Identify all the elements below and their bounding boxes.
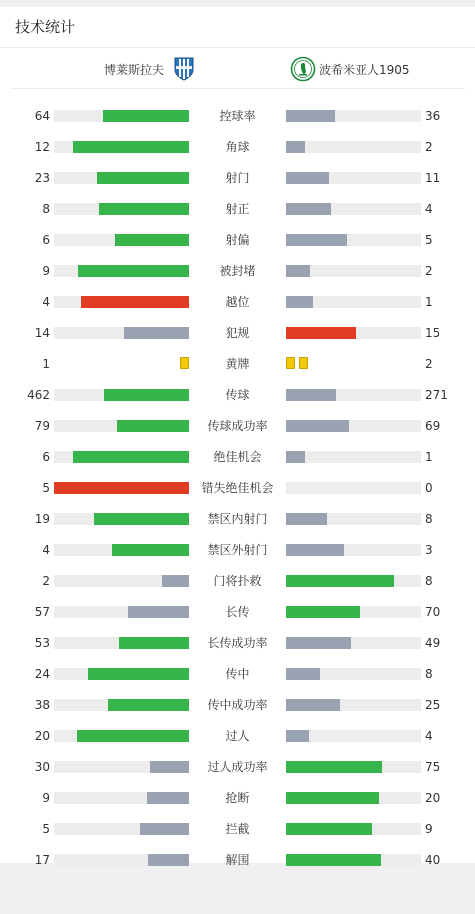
home-team-name: 博莱斯拉夫 [103,62,164,77]
stat-row [0,380,475,411]
stat-label: 射偏 [225,233,250,247]
home-bar-track [54,451,189,463]
away-bar-track [286,172,421,184]
stat-label: 错失绝佳机会 [201,481,274,495]
stat-row [0,597,475,628]
home-value: 4 [42,543,50,557]
away-bar-fill [286,513,327,525]
home-bar-fill [112,544,189,556]
home-value: 64 [34,109,50,123]
home-bar-track [54,761,189,773]
home-bar-fill [94,513,189,525]
away-value: 4 [425,729,433,743]
stat-label: 被封堵 [219,264,256,278]
home-value: 57 [34,605,50,619]
home-bar-fill [115,234,189,246]
stat-label: 过人 [225,729,250,743]
home-bar-track [54,575,189,587]
away-value: 8 [425,512,433,526]
home-value: 6 [42,233,50,247]
stat-label: 角球 [225,140,250,154]
home-bar-fill [117,420,189,432]
away-bar-track [286,234,421,246]
home-bar-fill [97,172,189,184]
home-value: 5 [42,822,50,836]
home-bar-fill [150,761,189,773]
away-bar-fill [286,854,381,866]
away-value: 3 [425,543,433,557]
away-bar-fill [286,110,335,122]
home-bar-track [54,420,189,432]
home-bar-track [54,327,189,339]
stat-row [0,814,475,845]
home-value: 23 [34,171,50,185]
stat-label: 传中 [225,667,250,681]
home-value: 20 [34,729,50,743]
away-value: 40 [425,853,441,867]
home-bar-fill [119,637,189,649]
stat-label: 禁区内射门 [207,512,268,526]
stat-row [0,225,475,256]
away-bar-track [286,606,421,618]
stat-row [0,101,475,132]
home-bar-track [54,854,189,866]
away-value: 271 [425,388,448,402]
home-bar-track [54,296,189,308]
home-bar-fill [73,451,189,463]
away-bar-fill [286,203,331,215]
stat-row [0,752,475,783]
home-bar-track [54,265,189,277]
stat-label: 传中成功率 [207,698,268,712]
home-value: 462 [27,388,50,402]
home-bar-fill [88,668,189,680]
away-bar-track [286,637,421,649]
away-bar-track [286,854,421,866]
stat-label: 禁区外射门 [207,543,268,557]
away-value: 70 [425,605,441,619]
home-value: 79 [34,419,50,433]
home-value: 5 [42,481,50,495]
home-bar-fill [77,730,189,742]
stats-panel [0,7,475,867]
home-value: 9 [42,791,50,805]
away-value: 75 [425,760,441,774]
home-bar-fill [103,110,189,122]
home-value: 4 [42,295,50,309]
away-bar-fill [286,606,360,618]
home-value: 8 [42,202,50,216]
home-bar-fill [148,854,189,866]
away-bar-fill [286,327,356,339]
home-bar-fill [78,265,189,277]
stat-label: 射门 [225,171,250,185]
home-bar-track [54,141,189,153]
away-value: 9 [425,822,433,836]
stat-row [0,721,475,752]
away-bar-fill [286,823,372,835]
home-bar-track [54,234,189,246]
stat-label: 越位 [225,295,250,309]
home-bar-fill [140,823,189,835]
stat-row [0,411,475,442]
away-bar-fill [286,172,329,184]
home-bar-fill [54,482,189,494]
away-bar-track [286,730,421,742]
stat-label: 控球率 [219,109,256,123]
home-value: 12 [34,140,50,154]
home-bar-fill [108,699,189,711]
yellow-card-icon [180,357,189,369]
away-bar-track [286,823,421,835]
away-bar-track [286,575,421,587]
stat-label: 传球 [225,388,250,402]
home-value: 6 [42,450,50,464]
home-bar-track [54,637,189,649]
away-bar-fill [286,792,379,804]
stat-row [0,287,475,318]
away-bar-fill [286,575,394,587]
stat-row [0,628,475,659]
home-bar-track [54,668,189,680]
away-bar-fill [286,637,351,649]
teams-header [10,48,465,89]
away-bar-fill [286,141,305,153]
home-bar-track [54,544,189,556]
away-cards [286,357,308,371]
home-value: 24 [34,667,50,681]
away-value: 20 [425,791,441,805]
home-value: 19 [34,512,50,526]
away-value: 8 [425,574,433,588]
stat-label: 射正 [225,202,250,216]
stat-row [0,349,475,380]
away-bar-track [286,420,421,432]
stat-label: 过人成功率 [207,760,268,774]
home-bar-track [54,389,189,401]
home-bar-fill [73,141,189,153]
away-bar-fill [286,420,349,432]
home-cards [180,357,189,371]
home-bar-fill [104,389,189,401]
away-bar-track [286,792,421,804]
yellow-card-icon [299,357,308,369]
stat-label: 绝佳机会 [213,450,262,464]
stat-row [0,442,475,473]
stat-label: 黄牌 [225,357,250,371]
stat-row [0,256,475,287]
away-bar-track [286,265,421,277]
away-bar-track [286,761,421,773]
home-bar-fill [128,606,189,618]
stat-row [0,783,475,814]
away-value: 11 [425,171,441,185]
stat-row [0,504,475,535]
stat-row [0,535,475,566]
top-strip [0,0,475,7]
home-bar-fill [99,203,189,215]
away-value: 5 [425,233,433,247]
stat-label: 传球成功率 [207,419,268,433]
home-value: 53 [34,636,50,650]
home-bar-track [54,730,189,742]
home-value: 2 [42,574,50,588]
home-value: 1 [42,357,50,371]
stat-row [0,132,475,163]
away-bar-track [286,668,421,680]
stat-label: 解围 [225,853,250,867]
away-value: 2 [425,140,433,154]
away-team-name: 波希米亚人1905 [319,62,410,77]
away-bar-fill [286,389,336,401]
away-bar-track [286,513,421,525]
stat-row [0,163,475,194]
home-value: 30 [34,760,50,774]
away-bar-track [286,327,421,339]
home-bar-track [54,482,189,494]
home-bar-track [54,699,189,711]
home-bar-fill [147,792,189,804]
home-bar-fill [162,575,189,587]
away-value: 8 [425,667,433,681]
home-bar-track [54,203,189,215]
stat-label: 长传 [225,605,250,619]
bohemians-1905-crest-icon [290,56,316,82]
home-value: 9 [42,264,50,278]
stat-label: 抢断 [225,791,250,805]
away-bar-fill [286,296,313,308]
away-bar-track [286,296,421,308]
home-bar-track [54,513,189,525]
home-bar-track [54,172,189,184]
home-value: 14 [34,326,50,340]
away-bar-fill [286,668,320,680]
home-bar-track [54,606,189,618]
stat-row [0,659,475,690]
home-bar-track [54,110,189,122]
stat-row [0,845,475,876]
away-value: 36 [425,109,441,123]
away-bar-fill [286,761,382,773]
mlada-boleslav-crest-icon [171,56,197,82]
away-bar-track [286,141,421,153]
away-value: 2 [425,357,433,371]
stat-row [0,194,475,225]
away-bar-fill [286,234,347,246]
home-bar-fill [124,327,189,339]
stat-row [0,318,475,349]
home-team[interactable] [104,56,197,82]
stat-row [0,690,475,721]
away-value: 0 [425,481,433,495]
away-value: 49 [425,636,441,650]
stat-label: 犯规 [225,326,250,340]
away-bar-track [286,699,421,711]
home-bar-fill [81,296,189,308]
away-team[interactable] [290,56,410,82]
away-value: 15 [425,326,441,340]
away-value: 2 [425,264,433,278]
away-bar-fill [286,730,309,742]
away-value: 69 [425,419,441,433]
away-bar-fill [286,451,305,463]
home-value: 17 [34,853,50,867]
stat-label: 门将扑救 [213,574,262,588]
stat-label: 拦截 [225,822,250,836]
away-bar-track [286,110,421,122]
stat-label: 长传成功率 [207,636,268,650]
home-value: 38 [34,698,50,712]
yellow-card-icon [286,357,295,369]
stat-row [0,566,475,597]
away-bar-track [286,203,421,215]
away-bar-track [286,482,421,494]
away-bar-fill [286,544,344,556]
away-value: 25 [425,698,441,712]
home-bar-track [54,792,189,804]
away-value: 1 [425,295,433,309]
stat-row [0,473,475,504]
away-value: 4 [425,202,433,216]
away-bar-track [286,451,421,463]
away-bar-track [286,544,421,556]
home-bar-track [54,823,189,835]
away-bar-fill [286,699,340,711]
away-value: 1 [425,450,433,464]
away-bar-track [286,389,421,401]
section-title: 技术统计 [0,7,475,48]
away-bar-fill [286,265,310,277]
